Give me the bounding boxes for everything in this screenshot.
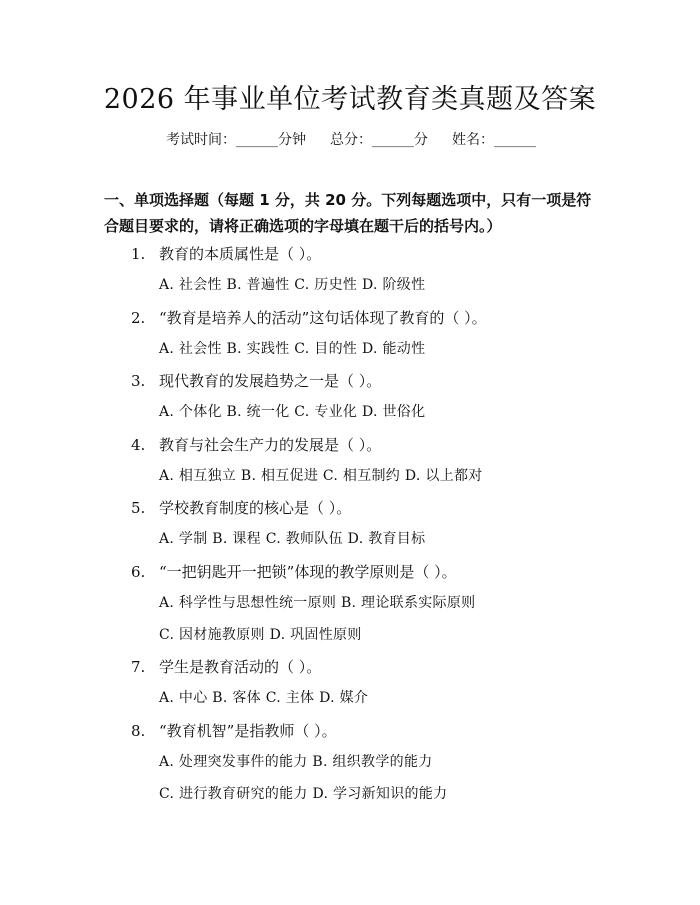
question-number: 5.	[131, 499, 146, 517]
question-options: C. 因材施教原则 D. 巩固性原则	[159, 627, 362, 643]
question-number: 6.	[131, 563, 146, 581]
question-item	[131, 371, 381, 391]
question-options: A. 科学性与思想性统一原则 B. 理论联系实际原则	[159, 595, 476, 611]
question-number: 7.	[131, 658, 146, 676]
question-text: “一把钥匙开一把锁”体现的教学原则是（ ）。	[159, 563, 457, 581]
section-heading: 一、单项选择题（每题 1 分，共 20 分。下列每题选项中，只有一项是符合题目要求的，请将正确选项的字母填在题干后的括号内。）	[104, 191, 592, 235]
question-item	[131, 435, 381, 455]
page-title: 2026 年事业单位考试教育类真题及答案	[103, 84, 597, 115]
name-field: 姓名：______	[452, 132, 536, 148]
question-options: A. 处理突发事件的能力 B. 组织教学的能力	[159, 754, 433, 770]
question-text: 现代教育的发展趋势之一是（ ）。	[159, 372, 382, 390]
question-options: A. 社会性 B. 普遍性 C. 历史性 D. 阶级性	[159, 277, 426, 293]
exam-info-line	[166, 130, 536, 150]
question-text: 学校教育制度的核心是（ ）。	[159, 499, 352, 517]
question-options: A. 社会性 B. 实践性 C. 目的性 D. 能动性	[159, 341, 426, 357]
question-item	[131, 657, 321, 677]
question-options: A. 中心 B. 客体 C. 主体 D. 媒介	[159, 690, 369, 706]
question-item	[131, 562, 457, 582]
question-text: 学生是教育活动的（ ）。	[159, 658, 322, 676]
question-options: A. 相互独立 B. 相互促进 C. 相互制约 D. 以上都对	[159, 468, 483, 484]
question-options: A. 学制 B. 课程 C. 教师队伍 D. 教育目标	[159, 531, 426, 547]
question-options: C. 进行教育研究的能力 D. 学习新知识的能力	[159, 786, 448, 802]
question-item	[131, 721, 337, 741]
exam-time-field: 考试时间：______分钟	[166, 132, 306, 148]
total-score-field: 总分：______分	[330, 132, 428, 148]
question-text: “教育机智”是指教师（ ）。	[159, 722, 337, 740]
question-text: “教育是培养人的活动”这句话体现了教育的（ ）。	[159, 309, 487, 327]
question-number: 8.	[131, 722, 146, 740]
question-options: A. 个体化 B. 统一化 C. 专业化 D. 世俗化	[159, 404, 426, 420]
question-number: 4.	[131, 436, 146, 454]
question-number: 2.	[131, 309, 146, 327]
question-text: 教育的本质属性是（ ）。	[159, 245, 322, 263]
question-number: 1.	[131, 245, 146, 263]
question-number: 3.	[131, 372, 146, 390]
question-text: 教育与社会生产力的发展是（ ）。	[159, 436, 382, 454]
question-item	[131, 308, 487, 328]
question-item	[131, 244, 321, 264]
question-item	[131, 498, 351, 518]
